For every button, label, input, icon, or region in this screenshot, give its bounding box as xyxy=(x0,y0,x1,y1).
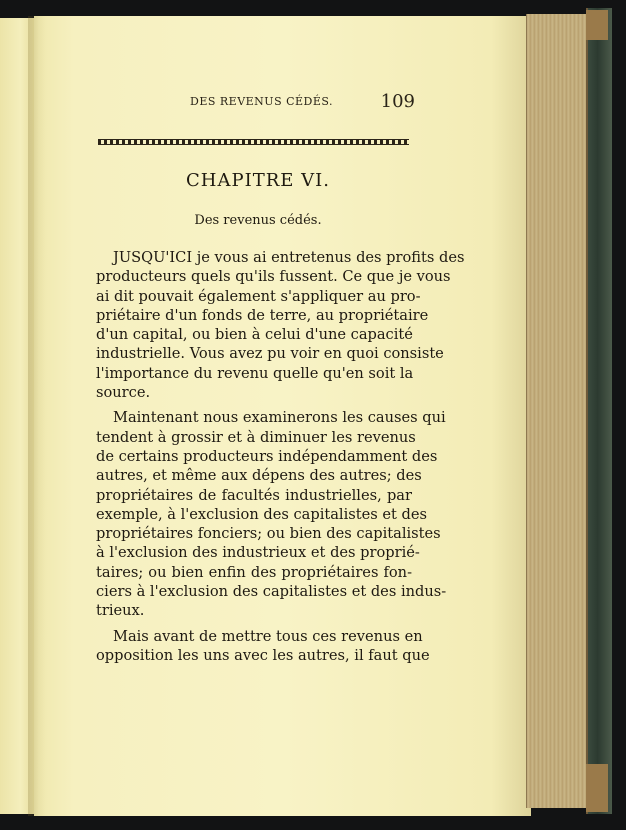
text-line: l'importance du revenu quelle qu'en soit la xyxy=(96,364,414,382)
body-text xyxy=(96,248,465,665)
cover-corner-bottom xyxy=(586,764,608,812)
text-line: opposition les uns avec les autres, il faut que xyxy=(96,646,430,664)
book-cover xyxy=(586,8,612,814)
text-line: priétaire d'un fonds de terre, au propriétaire xyxy=(96,306,429,324)
ornamental-rule xyxy=(98,139,409,145)
paragraph xyxy=(96,408,447,620)
text-line: producteurs quels qu'ils fussent. Ce que je vous xyxy=(96,268,451,286)
text-line: Maintenant nous examinerons les causes qui xyxy=(113,409,446,427)
gutter-shadow xyxy=(28,16,46,816)
text-line: ai dit pouvait également s'appliquer au pro- xyxy=(96,287,421,305)
text-line: Mais avant de mettre tous ces revenus en xyxy=(113,627,423,645)
text-line: tendent à grossir et à diminuer les revenus xyxy=(96,428,416,446)
text-line: propriétaires de facultés industrielles, par xyxy=(96,486,412,504)
chapter-subtitle: Des revenus cédés. xyxy=(194,213,322,228)
cover-corner-top xyxy=(586,10,608,40)
text-line: propriétaires fonciers; ou bien des capitalistes xyxy=(96,525,441,543)
text-line: de certains producteurs indépendamment des xyxy=(96,447,438,465)
chapter-title: CHAPITRE VI. xyxy=(186,170,330,191)
paragraph xyxy=(96,627,430,666)
text-line: ciers à l'exclusion des capitalistes et des indus- xyxy=(96,583,447,601)
running-header xyxy=(150,91,415,111)
paragraph xyxy=(96,248,465,402)
running-title: DES REVENUS CÉDÉS. xyxy=(190,95,334,108)
text-line: autres, et même aux dépens des autres; des xyxy=(96,467,422,485)
text-line: JUSQU'ICI je vous ai entretenus des profits des xyxy=(113,249,465,266)
text-line: trieux. xyxy=(96,602,145,620)
text-line: à l'exclusion des industrieux et des proprié- xyxy=(96,544,420,562)
text-line: source. xyxy=(96,384,151,402)
text-line: industrielle. Vous avez pu voir en quoi consiste xyxy=(96,345,444,363)
page-number: 109 xyxy=(380,91,415,112)
text-line: d'un capital, ou bien à celui d'une capacité xyxy=(96,326,413,344)
page-edges xyxy=(526,14,591,808)
text-line: taires; ou bien enfin des propriétaires fon- xyxy=(96,563,412,581)
text-line: exemple, à l'exclusion des capitalistes et des xyxy=(96,505,427,523)
